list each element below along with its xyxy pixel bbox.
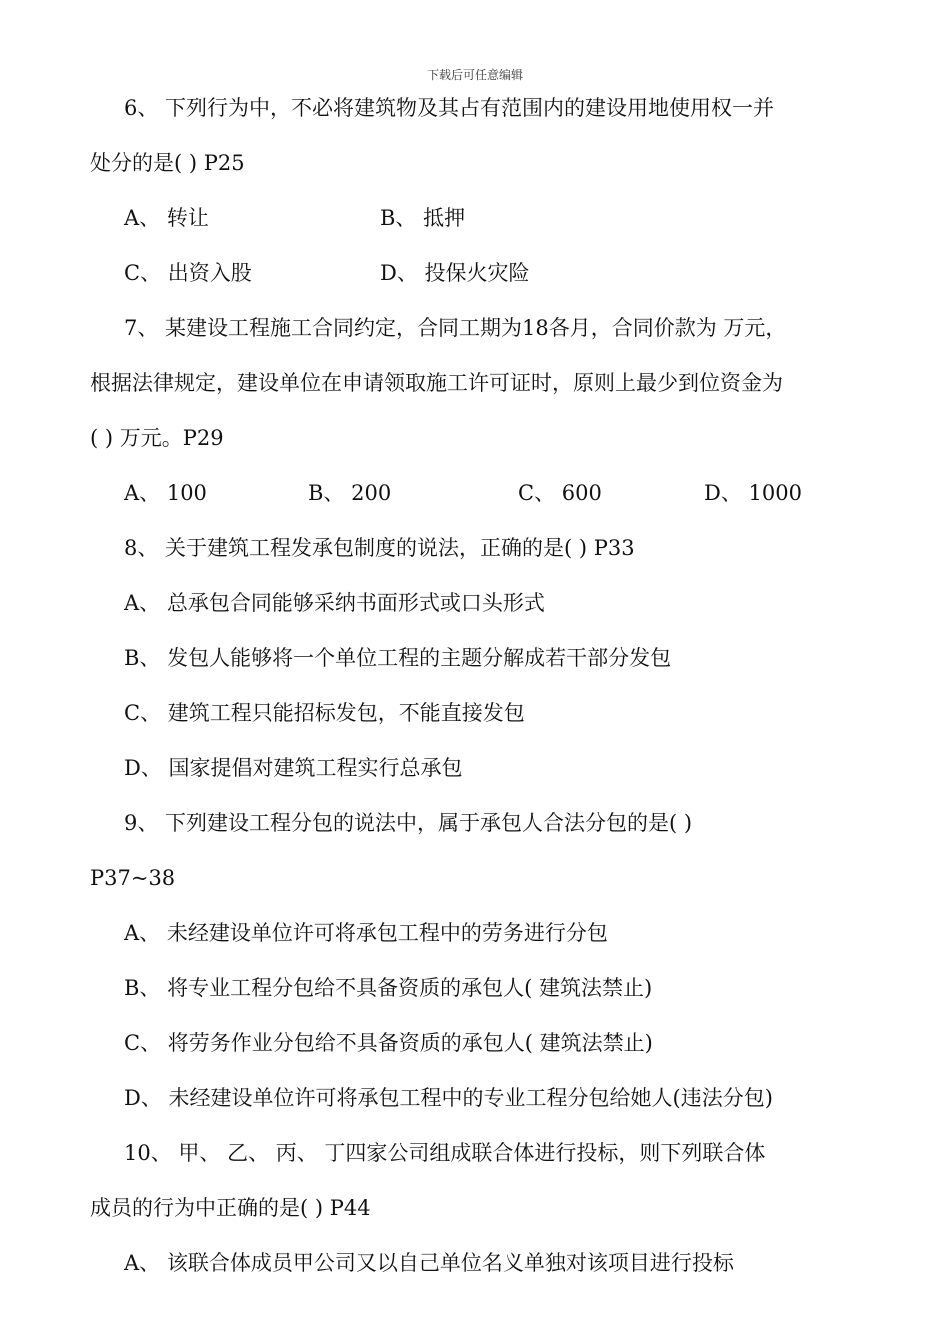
- question-8-option-d: D、 国家提倡对建筑工程实行总承包: [124, 756, 463, 780]
- question-10-text-line-1: 10、 甲、 乙、 丙、 丁四家公司组成联合体进行投标，则下列联合体: [124, 1141, 766, 1165]
- question-9-option-b: B、 将专业工程分包给不具备资质的承包人( 建筑法禁止): [124, 976, 653, 1000]
- question-8-option-a: A、 总承包合同能够采纳书面形式或口头形式: [124, 591, 545, 615]
- question-7-option-d: D、 1000: [704, 481, 802, 505]
- question-6-option-d: D、 投保火灾险: [380, 261, 530, 285]
- question-10-text-line-2: 成员的行为中正确的是( ) P44: [90, 1196, 371, 1220]
- question-9-option-a: A、 未经建设单位许可将承包工程中的劳务进行分包: [124, 921, 608, 945]
- question-9-option-c: C、 将劳务作业分包给不具备资质的承包人( 建筑法禁止): [124, 1031, 653, 1055]
- question-7-option-c: C、 600: [518, 481, 602, 505]
- question-6-option-a: A、 转让: [124, 206, 209, 230]
- question-8-option-c: C、 建筑工程只能招标发包，不能直接发包: [124, 701, 525, 725]
- question-9-option-d: D、 未经建设单位许可将承包工程中的专业工程分包给她人(违法分包): [124, 1086, 773, 1110]
- question-6-option-c: C、 出资入股: [124, 261, 252, 285]
- question-7-text-line-2: 根据法律规定，建设单位在申请领取施工许可证时，原则上最少到位资金为: [90, 371, 783, 395]
- page-header: 下载后可任意编辑: [426, 68, 523, 82]
- question-8-text-line-1: 8、 关于建筑工程发承包制度的说法，正确的是( ) P33: [124, 536, 635, 560]
- question-8-option-b: B、 发包人能够将一个单位工程的主题分解成若干部分发包: [124, 646, 672, 670]
- question-7-option-a: A、 100: [124, 481, 207, 505]
- question-10-option-a: A、 该联合体成员甲公司又以自己单位名义单独对该项目进行投标: [124, 1251, 734, 1275]
- question-7-option-b: B、 200: [308, 481, 392, 505]
- question-9-text-line-1: 9、 下列建设工程分包的说法中，属于承包人合法分包的是( ): [124, 811, 693, 835]
- question-6-option-b: B、 抵押: [380, 206, 466, 230]
- question-7-text-line-1: 7、 某建设工程施工合同约定，合同工期为18各月，合同价款为 万元，: [124, 316, 787, 340]
- question-6-text-line-2: 处分的是( ) P25: [90, 151, 245, 175]
- question-7-text-line-3: ( ) 万元。P29: [90, 426, 224, 450]
- question-9-text-line-2: P37~38: [90, 866, 176, 890]
- question-6-text-line-1: 6、 下列行为中，不必将建筑物及其占有范围内的建设用地使用权一并: [124, 96, 775, 120]
